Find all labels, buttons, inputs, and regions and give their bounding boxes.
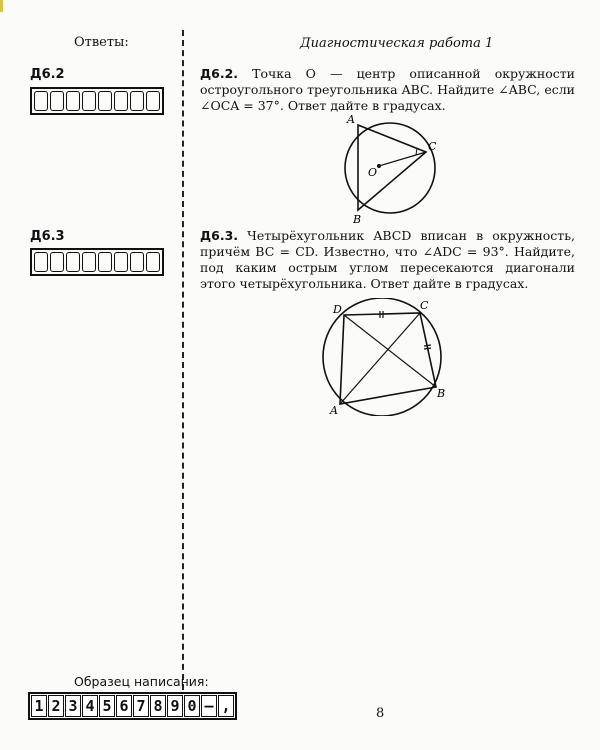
answer-cell[interactable]: [98, 91, 112, 111]
page-number: 8: [376, 706, 385, 721]
answer-cell[interactable]: [82, 252, 96, 272]
figure-triangle-circle: [330, 110, 450, 225]
point-c-label: C: [420, 299, 429, 312]
sample-char: 3: [65, 695, 81, 717]
problem-label: Д6.2.: [200, 66, 239, 81]
answer-cell[interactable]: [146, 252, 160, 272]
center-point: [377, 164, 381, 168]
answer-boxes-d6-3[interactable]: [30, 248, 164, 276]
sample-char: 9: [167, 695, 183, 717]
sample-char: 1: [31, 695, 47, 717]
answer-cell[interactable]: [82, 91, 96, 111]
work-title: Диагностическая работа 1: [300, 36, 494, 51]
problem-label: Д6.3.: [200, 228, 239, 243]
answer-cell[interactable]: [34, 252, 48, 272]
point-a-label: A: [330, 404, 338, 416]
sample-char: 6: [116, 695, 132, 717]
answer-cell[interactable]: [146, 91, 160, 111]
point-o-label: O: [368, 166, 378, 179]
quadrilateral-abcd: [340, 313, 436, 404]
angle-mark: [416, 148, 417, 155]
sample-char: ,: [218, 695, 234, 717]
answers-title: Ответы:: [74, 35, 129, 50]
answer-cell[interactable]: [98, 252, 112, 272]
sample-char: 8: [150, 695, 166, 717]
cut-line: [182, 30, 184, 690]
problem-text: Точка O — центр описанной окружности остроугольного треугольника ABC. Найдите ∠ABC, если ∠OCA = 37°. Ответ дайте в градусах.: [200, 66, 575, 113]
point-c-label: C: [428, 140, 437, 153]
sample-char: 7: [133, 695, 149, 717]
point-a-label: A: [347, 113, 355, 126]
tick-mark: [424, 348, 431, 349]
problem-d6-2: [200, 66, 575, 114]
answer-cell[interactable]: [130, 91, 144, 111]
sample-char: 5: [99, 695, 115, 717]
point-d-label: D: [333, 303, 342, 316]
point-b-label: B: [437, 387, 446, 400]
tick-mark: [424, 345, 431, 346]
answer-cell[interactable]: [114, 91, 128, 111]
figure-cyclic-quadrilateral: [316, 298, 456, 416]
answer-cell[interactable]: [50, 252, 64, 272]
edge-mark: [0, 0, 3, 12]
point-b-label: B: [353, 213, 362, 225]
sample-label: Образец написания:: [74, 674, 209, 689]
answer-boxes-d6-2[interactable]: [30, 87, 164, 115]
sample-char: 4: [82, 695, 98, 717]
answer-cell[interactable]: [66, 252, 80, 272]
sample-char: 0: [184, 695, 200, 717]
answer-label-d6-2: Д6.2: [30, 67, 65, 82]
problem-d6-3: [200, 228, 575, 292]
sample-char: 2: [48, 695, 64, 717]
answer-cell[interactable]: [130, 252, 144, 272]
sample-digits: [28, 692, 237, 720]
answer-label-d6-3: Д6.3: [30, 229, 65, 244]
diagonal-ac: [340, 313, 420, 404]
answer-cell[interactable]: [50, 91, 64, 111]
answer-cell[interactable]: [66, 91, 80, 111]
sample-char: –: [201, 695, 217, 717]
problem-text: Четырёхугольник ABCD вписан в окружность, причём BC = CD. Известно, что ∠ADC = 93°. Найдите, под каким острым углом пересекаются диагонали этого четырёхугольника. Ответ дайте в градусах.: [200, 228, 575, 291]
answer-cell[interactable]: [34, 91, 48, 111]
answer-cell[interactable]: [114, 252, 128, 272]
